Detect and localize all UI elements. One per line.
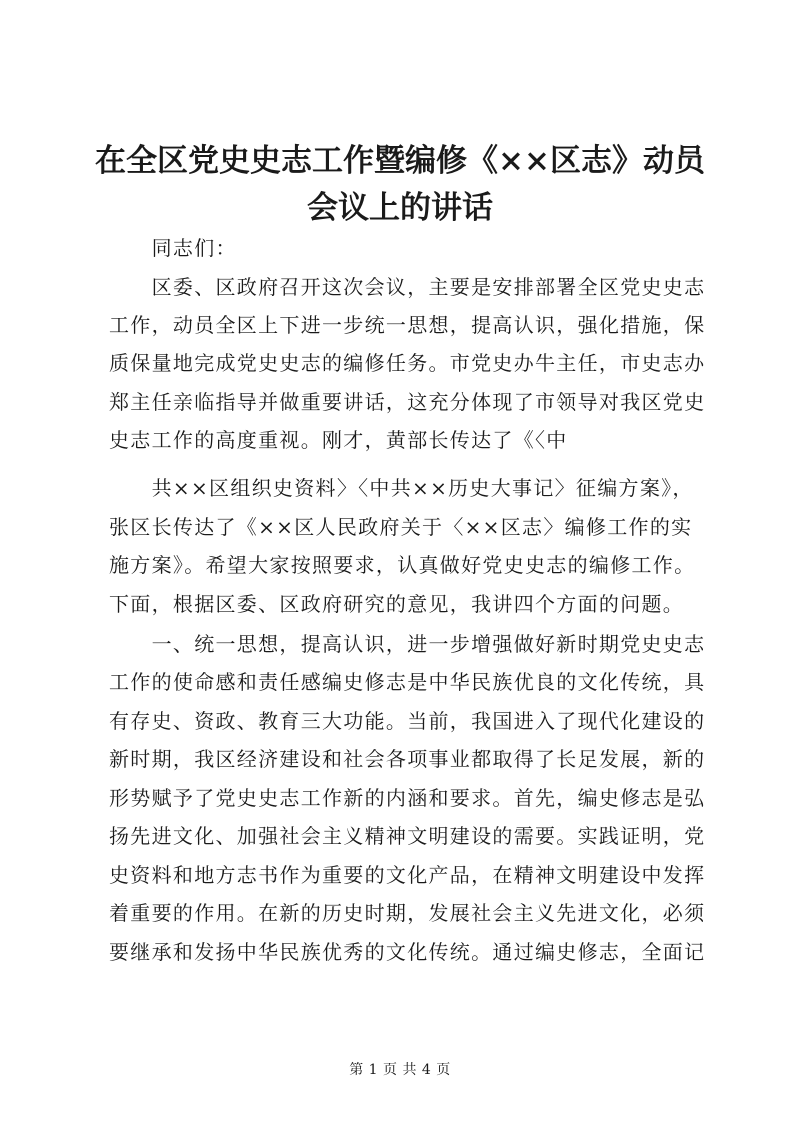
text-line: 史资料和地方志书作为重要的文化产品，在精神文明建设中发挥	[109, 863, 706, 887]
page-footer: 第 1 页 共 4 页	[349, 1062, 451, 1078]
document-title-line-2: 会议上的讲话	[307, 190, 493, 226]
text-line: 一、统一思想，提高认识，进一步增强做好新时期党史史志	[109, 632, 706, 656]
text-line: 着重要的作用。在新的历史时期，发展社会主义先进文化，必须	[109, 901, 706, 925]
text-line: 郑主任亲临指导并做重要讲话，这充分体现了市领导对我区党史	[109, 390, 706, 414]
text-line: 同志们：	[109, 236, 237, 260]
text-line: 区委、区政府召开这次会议，主要是安排部署全区党史史志	[109, 275, 706, 299]
text-line: 质保量地完成党史史志的编修任务。市党史办牛主任，市史志办	[109, 351, 706, 375]
text-line: 有存史、资政、教育三大功能。当前，我国进入了现代化建设的	[109, 709, 706, 733]
text-line: 新时期，我区经济建设和社会各项事业都取得了长足发展，新的	[109, 747, 706, 771]
text-line: 史志工作的高度重视。刚才，黄部长传达了《〈中	[109, 428, 568, 452]
text-line: 施方案》。希望大家按照要求，认真做好党史史志的编修工作。	[109, 553, 696, 577]
text-line: 形势赋予了党史史志工作新的内涵和要求。首先，编史修志是弘	[109, 786, 706, 810]
text-line: 共××区组织史资料〉〈中共××历史大事记〉征编方案》，	[109, 476, 694, 500]
document-title-line-1: 在全区党史史志工作暨编修《××区志》动员	[95, 143, 705, 179]
text-line: 下面，根据区委、区政府研究的意见，我讲四个方面的问题。	[109, 592, 685, 616]
text-line: 张区长传达了《××区人民政府关于〈××区志〉编修工作的实	[109, 515, 693, 539]
text-line: 扬先进文化、加强社会主义精神文明建设的需要。实践证明，党	[109, 824, 706, 848]
text-line: 工作的使命感和责任感编史修志是中华民族优良的文化传统，具	[109, 670, 706, 694]
text-line: 要继承和发扬中华民族优秀的文化传统。通过编史修志，全面记	[109, 940, 706, 964]
text-line: 工作，动员全区上下进一步统一思想，提高认识，强化措施，保	[109, 313, 706, 337]
